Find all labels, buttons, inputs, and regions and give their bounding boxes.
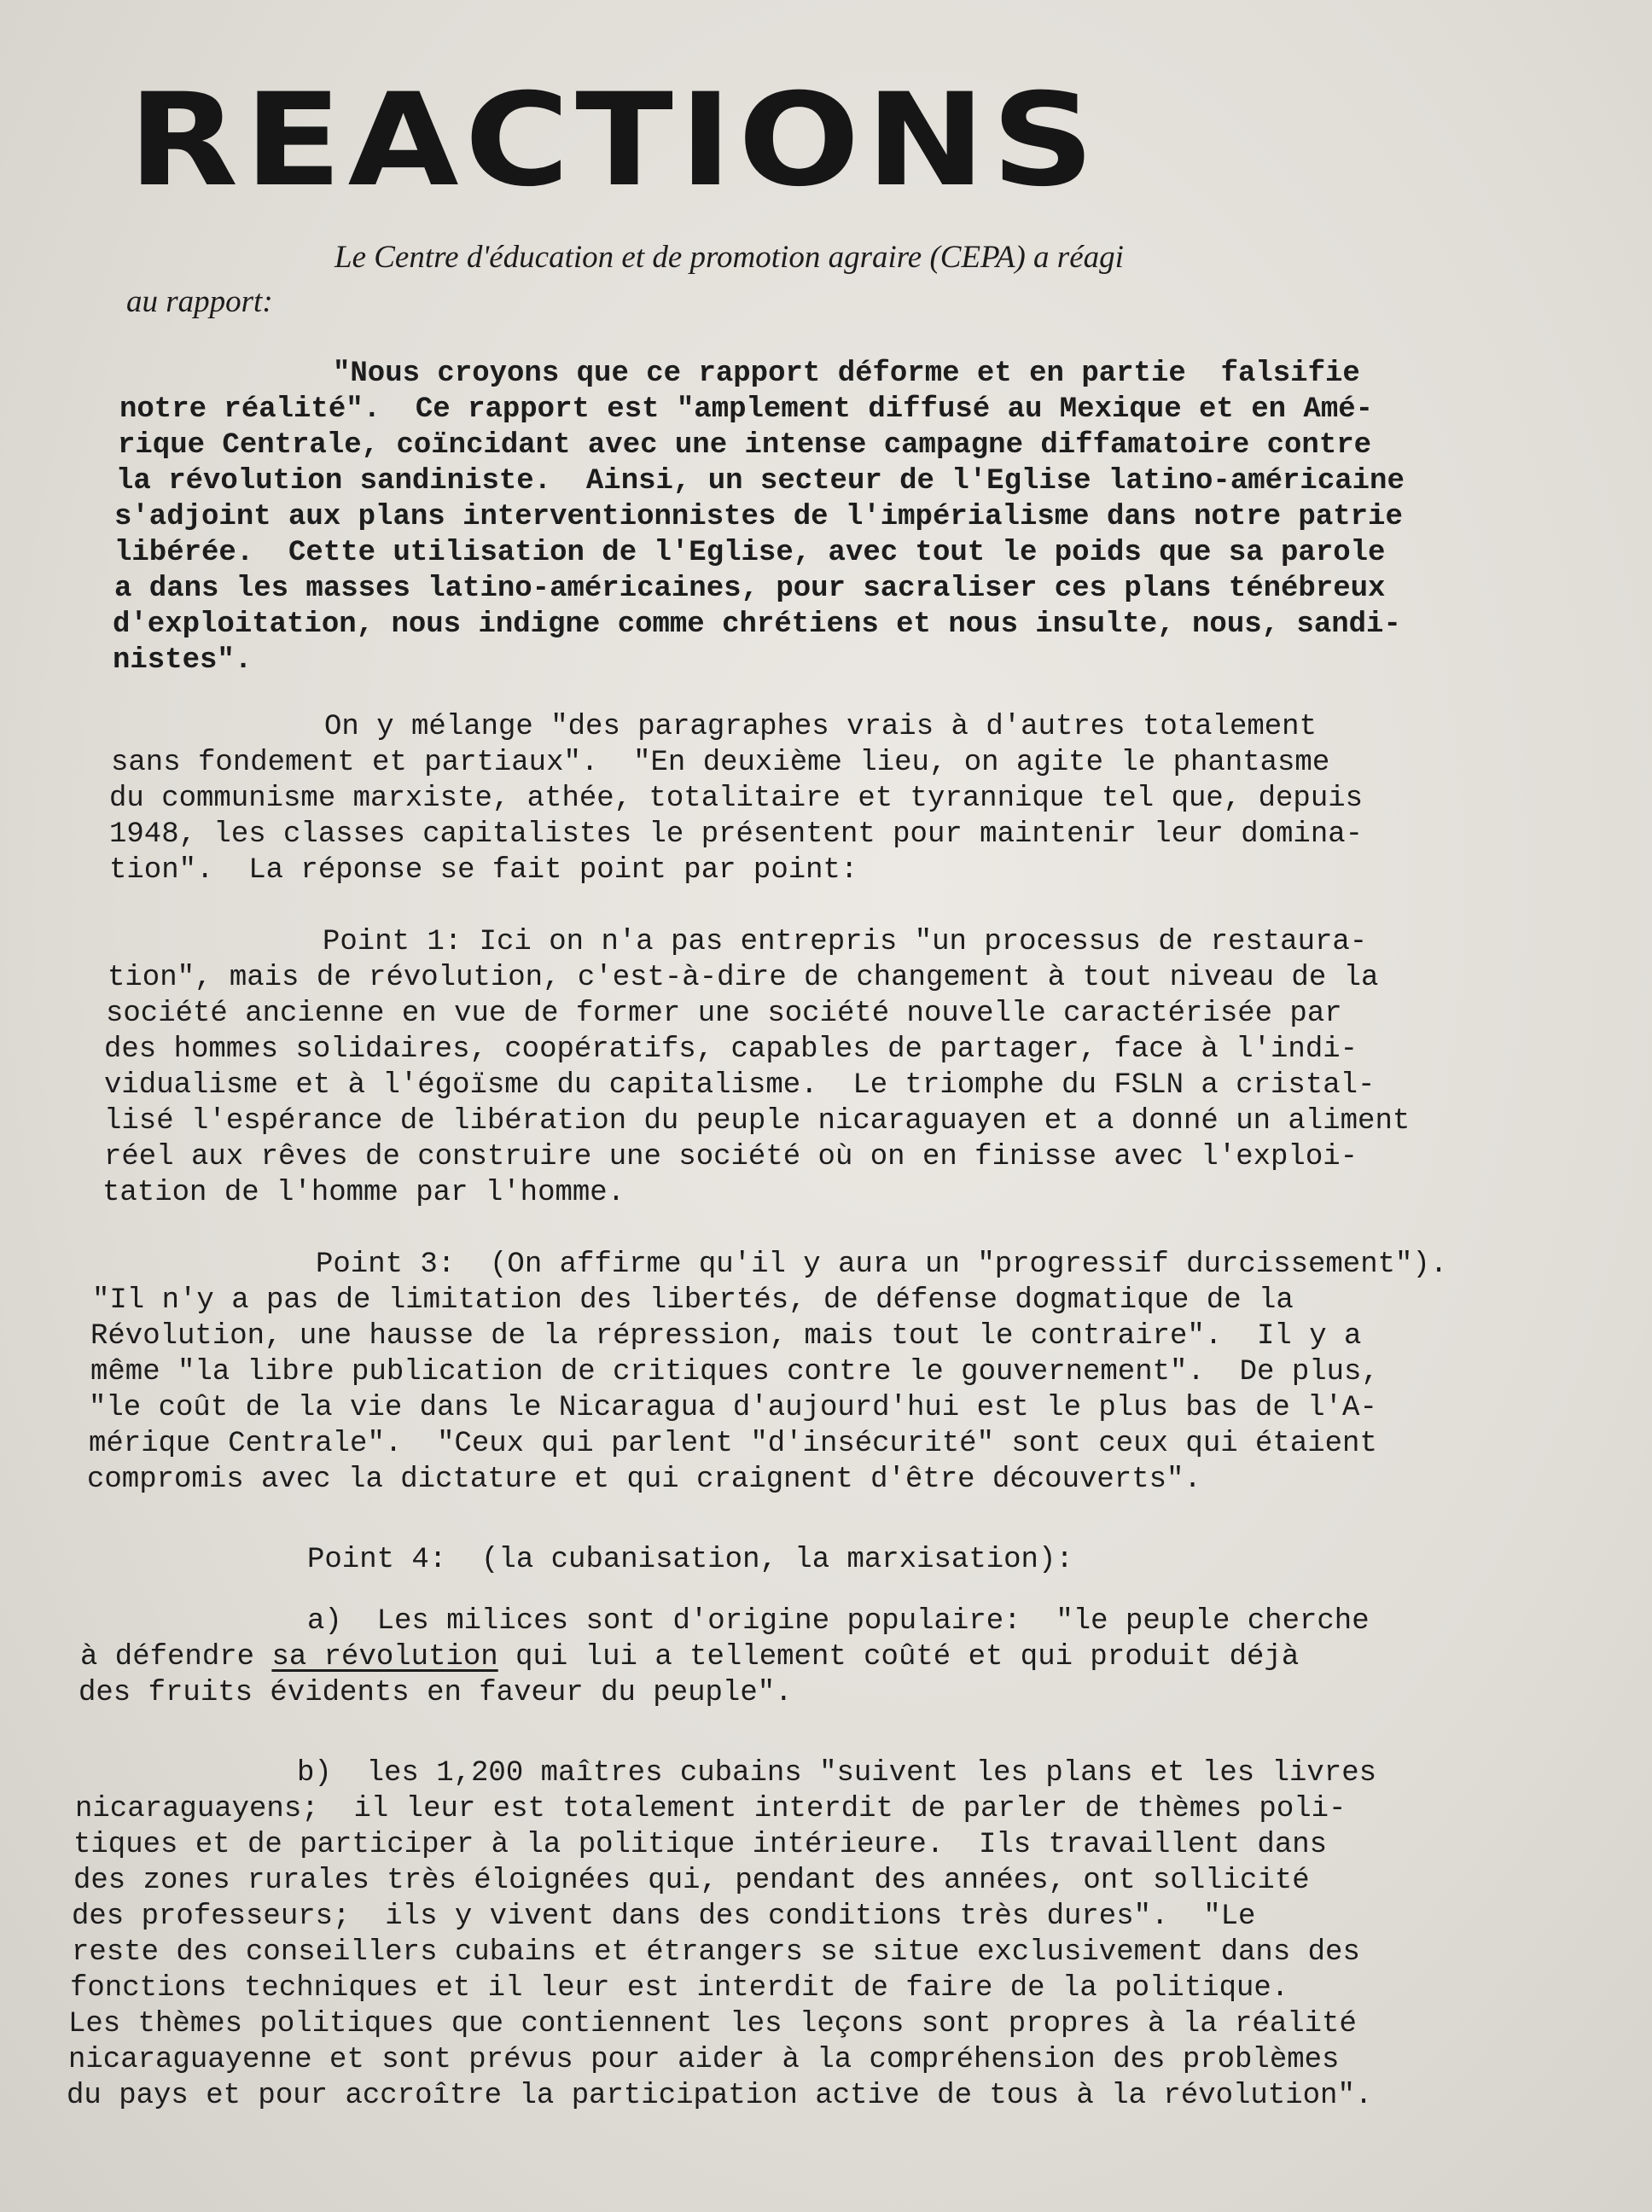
text-segment: à défendre [80,1641,272,1674]
text-segment: qui lui a tellement coûté et qui produit déjà [497,1641,1300,1674]
text-line: b) les 1,200 maîtres cubains "suivent les plans et les livres [297,1757,1377,1790]
underlined-phrase: sa révolution [271,1641,498,1674]
text-line: des hommes solidaires, coopératifs, capables de partager, face à l'indi- [104,1033,1358,1066]
text-line: des professeurs; ils y vivent dans des conditions très dures". "Le [72,1901,1256,1933]
text-line: reste des conseillers cubains et étrangers se situe exclusivement dans des [72,1936,1360,1969]
text-line: nistes". [113,644,253,677]
text-line: lisé l'espérance de libération du peuple nicaraguayen et a donné un aliment [104,1105,1411,1138]
text-line: "Nous croyons que ce rapport déforme et en partie falsifie [333,358,1360,390]
text-line: a dans les masses latino-américaines, pour sacraliser ces plans ténébreux [114,573,1386,605]
text-line: des zones rurales très éloignées qui, pendant des années, ont sollicité [73,1865,1310,1897]
text-line: tion". La réponse se fait point par point: [109,854,858,887]
text-line: rique Centrale, coïncidant avec une intense campagne diffamatoire contre [118,429,1372,462]
text-line [80,1640,1299,1674]
text-line: "Il n'y a pas de limitation des libertés, de défense dogmatique de la [92,1284,1294,1317]
text-line: a) Les milices sont d'origine populaire: "le peuple cherche [307,1605,1370,1638]
text-line: Point 3: (On affirme qu'il y aura un "progressif durcissement"). [316,1249,1448,1281]
text-line: tiques et de participer à la politique intérieure. Ils travaillent dans [73,1829,1328,1861]
text-line: Révolution, une hausse de la répression, mais tout le contraire". Il y a [90,1320,1362,1353]
text-line: compromis avec la dictature et qui craignent d'être découverts". [87,1464,1201,1496]
text-line: notre réalité". Ce rapport est "amplement diffusé au Mexique et en Amé- [119,393,1374,426]
page-title: REACTIONS [128,67,1101,215]
text-line: "le coût de la vie dans le Nicaragua d'aujourd'hui est le plus bas de l'A- [89,1392,1377,1424]
text-line: Le Centre d'éducation et de promotion agraire (CEPA) a réagi [334,240,1124,275]
text-line: tation de l'homme par l'homme. [102,1177,625,1209]
point-4-heading: Point 4: (la cubanisation, la marxisation): [307,1544,1073,1576]
text-line: sans fondement et partiaux". "En deuxième lieu, on agite le phantasme [111,747,1330,779]
text-line: au rapport: [126,284,273,319]
text-line: s'adjoint aux plans interventionnistes de l'impérialisme dans notre patrie [114,501,1403,533]
text-line: réel aux rêves de construire une société où on en finisse avec l'exploi- [104,1141,1358,1173]
text-line: fonctions techniques et il leur est interdit de faire de la politique. [70,1972,1289,2005]
text-line: la révolution sandiniste. Ainsi, un secteur de l'Eglise latino-américaine [116,465,1405,498]
text-line: nicaraguayenne et sont prévus pour aider à la compréhension des problèmes [68,2044,1340,2076]
text-line: libérée. Cette utilisation de l'Eglise, avec tout le poids que sa parole [114,537,1386,569]
text-line: société ancienne en vue de former une société nouvelle caractérisée par [106,998,1342,1030]
text-line: du pays et pour accroître la participation active de tous à la révolution". [67,2080,1373,2112]
text-line: 1948, les classes capitalistes le présentent pour maintenir leur domina- [109,818,1364,851]
text-line: des fruits évidents en faveur du peuple". [79,1677,793,1709]
text-line: On y mélange "des paragraphes vrais à d'autres totalement [324,711,1317,743]
text-line: Point 1: Ici on n'a pas entrepris "un processus de restaura- [323,926,1368,958]
text-line: vidualisme et à l'égoïsme du capitalisme. Le triomphe du FSLN a cristal- [104,1069,1376,1102]
text-line: Les thèmes politiques que contiennent les leçons sont propres à la réalité [68,2008,1357,2040]
text-line: tion", mais de révolution, c'est-à-dire de changement à tout niveau de la [108,962,1379,994]
text-line: mérique Centrale". "Ceux qui parlent "d'insécurité" sont ceux qui étaient [89,1428,1377,1460]
text-line: nicaraguayens; il leur est totalement interdit de parler de thèmes poli- [75,1793,1347,1825]
text-line: même "la libre publication de critiques contre le gouvernement". De plus, [90,1356,1379,1388]
text-line: d'exploitation, nous indigne comme chrétiens et nous insulte, nous, sandi- [113,608,1401,641]
text-line: du communisme marxiste, athée, totalitaire et tyrannique tel que, depuis [109,783,1364,815]
